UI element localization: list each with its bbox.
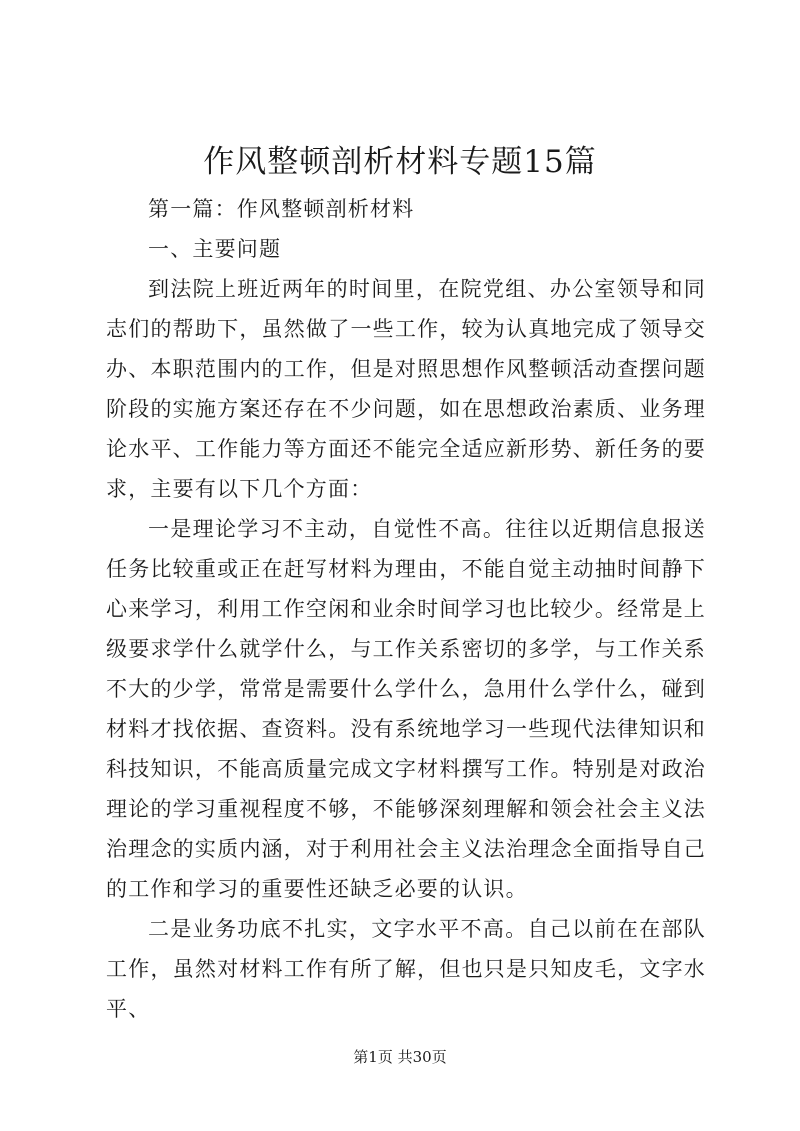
document-title: 作风整顿剖析材料专题15篇 (203, 144, 597, 180)
document-body (106, 189, 706, 1029)
paragraph: 到法院上班近两年的时间里，在院党组、办公室领导和同志们的帮助下，虽然做了一些工作，较为认真地完成了领导交办、本职范围内的工作，但是对照思想作风整顿活动查摆问题阶段的实施方案还存在不少问题，如在思想政治素质、业务理论水平、工作能力等方面还不能完全适应新形势、新任务的要求，主要有以下几个方面： (106, 277, 706, 501)
page-footer: 第1页 共30页 (353, 1048, 447, 1066)
paragraph: 一是理论学习不主动，自觉性不高。往往以近期信息报送任务比较重或正在赶写材料为理由，不能自觉主动抽时间静下心来学习，利用工作空闲和业余时间学习也比较少。经常是上级要求学什么就学什么，与工作关系密切的多学，与工作关系不大的少学，常常是需要什么学什么，急用什么学什么，碰到材料才找依据、查资料。没有系统地学习一些现代法律知识和科技知识，不能高质量完成文字材料撰写工作。特别是对政治理论的学习重视程度不够，不能够深刻理解和领会社会主义法治理念的实质内涵，对于利用社会主义法治理念全面指导自己的工作和学习的重要性还缺乏必要的认识。 (106, 517, 706, 901)
subheading: 一、主要问题 (148, 237, 282, 261)
paragraph: 二是业务功底不扎实，文字水平不高。自己以前在在部队工作，虽然对材料工作有所了解，但也只是只知皮毛，文字水平、 (106, 917, 706, 1021)
section-heading: 第一篇：作风整顿剖析材料 (148, 197, 415, 221)
